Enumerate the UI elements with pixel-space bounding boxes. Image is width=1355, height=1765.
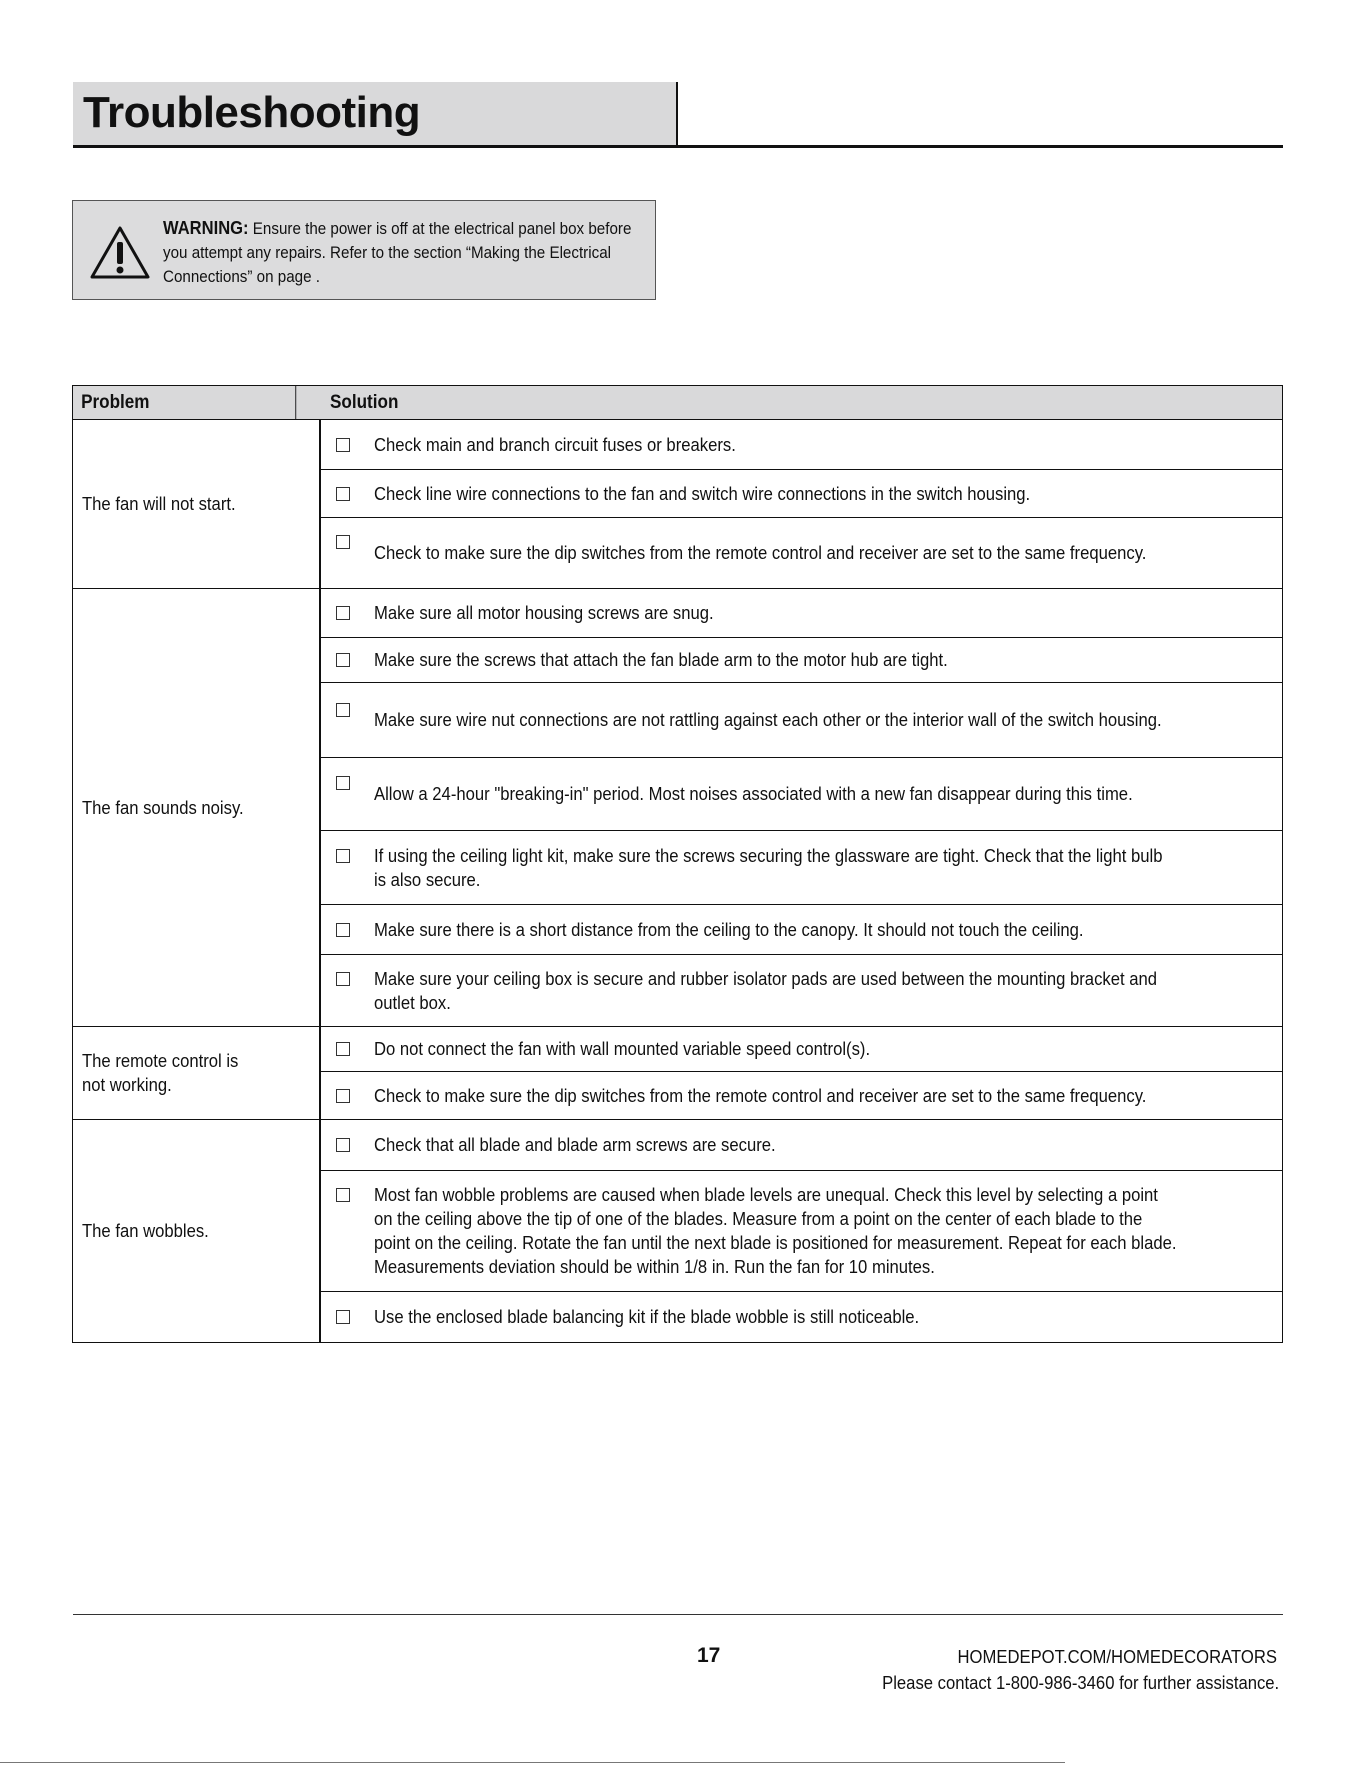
checkbox[interactable] <box>336 972 350 986</box>
solution-list <box>321 1120 1282 1342</box>
solution-text: Check main and branch circuit fuses or breakers. <box>374 433 736 455</box>
solution-item <box>321 638 1282 683</box>
solution-item <box>321 420 1282 470</box>
bottom-rule <box>0 1762 1065 1763</box>
table-header <box>73 386 1282 420</box>
checkbox[interactable] <box>336 535 350 549</box>
solution-text: Allow a 24-hour "breaking-in" period. Most noises associated with a new fan disappear during this time. <box>374 783 1133 804</box>
solution-item <box>321 470 1282 518</box>
solution-list <box>321 1027 1282 1119</box>
warning-body: Ensure the power is off at the electrical panel box before you attempt any repairs. Refer to the section “Making the Electrical Connections” on page . <box>163 220 632 286</box>
solution-text: Make sure there is a short distance from the ceiling to the canopy. It should not touch the ceiling. <box>374 918 1084 940</box>
page-title: Troubleshooting <box>83 88 421 137</box>
warning-text <box>163 216 641 289</box>
problem-text: The fan sounds noisy. <box>82 796 244 818</box>
solution-text: Make sure the screws that attach the fan blade arm to the motor hub are tight. <box>374 649 948 670</box>
checkbox[interactable] <box>336 776 350 790</box>
checkbox[interactable] <box>336 923 350 937</box>
checkbox[interactable] <box>336 1138 350 1152</box>
solution-text: Use the enclosed blade balancing kit if the blade wobble is still noticeable. <box>374 1306 920 1327</box>
problem-text: The fan will not start. <box>82 493 236 514</box>
problem-cell <box>73 589 321 1026</box>
title-divider <box>676 82 678 148</box>
solution-item <box>321 1072 1282 1119</box>
solution-text: If using the ceiling light kit, make sure the screws securing the glassware are tight. Check that the light bulb is also secure. <box>374 844 1163 890</box>
problem-cell <box>73 1120 321 1342</box>
solution-item <box>321 905 1282 955</box>
warning-triangle-icon <box>89 225 151 281</box>
problem-cell <box>73 420 321 588</box>
solution-item <box>321 1292 1282 1342</box>
table-row-group <box>73 420 1282 589</box>
warning-box <box>72 200 656 300</box>
checkbox[interactable] <box>336 487 350 501</box>
solution-item <box>321 955 1282 1026</box>
title-bar <box>73 82 677 146</box>
checkbox[interactable] <box>336 606 350 620</box>
website-link[interactable]: HOMEDEPOT.COM/HOMEDECORATORS <box>957 1646 1277 1667</box>
solution-text: Most fan wobble problems are caused when blade levels are unequal. Check this level by selecting a point on the ceiling above the tip of one of the blades. Measure from a point on the center of each blade to the point on the ceiling. Rotate the fan until the next blade is positioned for measurement. Repeat for each blade. Measurements deviation should be within 1/8 in. Run the fan for 10 minutes. <box>374 1184 1177 1277</box>
page-number: 17 <box>697 1644 721 1667</box>
checkbox[interactable] <box>336 703 350 717</box>
title-rule <box>73 145 1283 148</box>
table-row-group <box>73 589 1282 1027</box>
table-row-group <box>73 1120 1282 1342</box>
checkbox[interactable] <box>336 1042 350 1056</box>
checkbox[interactable] <box>336 438 350 452</box>
solution-item <box>321 1120 1282 1171</box>
solution-text: Make sure wire nut connections are not rattling against each other or the interior wall of the switch housing. <box>374 709 1162 730</box>
checkbox[interactable] <box>336 1089 350 1103</box>
solution-text: Check to make sure the dip switches from the remote control and receiver are set to the same frequency. <box>374 542 1147 563</box>
solution-text: Make sure your ceiling box is secure and rubber isolator pads are used between the mounting bracket and outlet box. <box>374 967 1158 1013</box>
solution-item <box>321 518 1282 588</box>
solution-text: Check to make sure the dip switches from the remote control and receiver are set to the same frequency. <box>374 1084 1147 1106</box>
contact-text: Please contact 1-800-986-3460 for further assistance. <box>881 1672 1279 1693</box>
solution-list <box>321 589 1282 1026</box>
problem-text: The remote control is not working. <box>82 1050 239 1095</box>
solution-text: Do not connect the fan with wall mounted variable speed control(s). <box>374 1038 871 1059</box>
solution-item <box>321 758 1282 831</box>
header-solution: Solution <box>330 392 399 413</box>
solution-text: Make sure all motor housing screws are snug. <box>374 602 714 623</box>
solution-list <box>321 420 1282 588</box>
solution-item <box>321 1171 1282 1292</box>
checkbox[interactable] <box>336 1310 350 1324</box>
checkbox[interactable] <box>336 653 350 667</box>
checkbox[interactable] <box>336 1188 350 1202</box>
warning-label: WARNING: <box>163 218 249 238</box>
solution-item <box>321 683 1282 758</box>
solution-text: Check line wire connections to the fan and switch wire connections in the switch housing. <box>374 482 1031 504</box>
solution-item <box>321 589 1282 638</box>
solution-item <box>321 831 1282 905</box>
solution-item <box>321 1027 1282 1072</box>
troubleshooting-table <box>72 385 1283 1343</box>
solution-text: Check that all blade and blade arm screws are secure. <box>374 1134 776 1155</box>
footer-rule <box>73 1614 1283 1615</box>
problem-text: The fan wobbles. <box>82 1220 209 1241</box>
problem-cell <box>73 1027 321 1119</box>
table-row-group <box>73 1027 1282 1120</box>
header-problem: Problem <box>73 386 296 419</box>
checkbox[interactable] <box>336 849 350 863</box>
